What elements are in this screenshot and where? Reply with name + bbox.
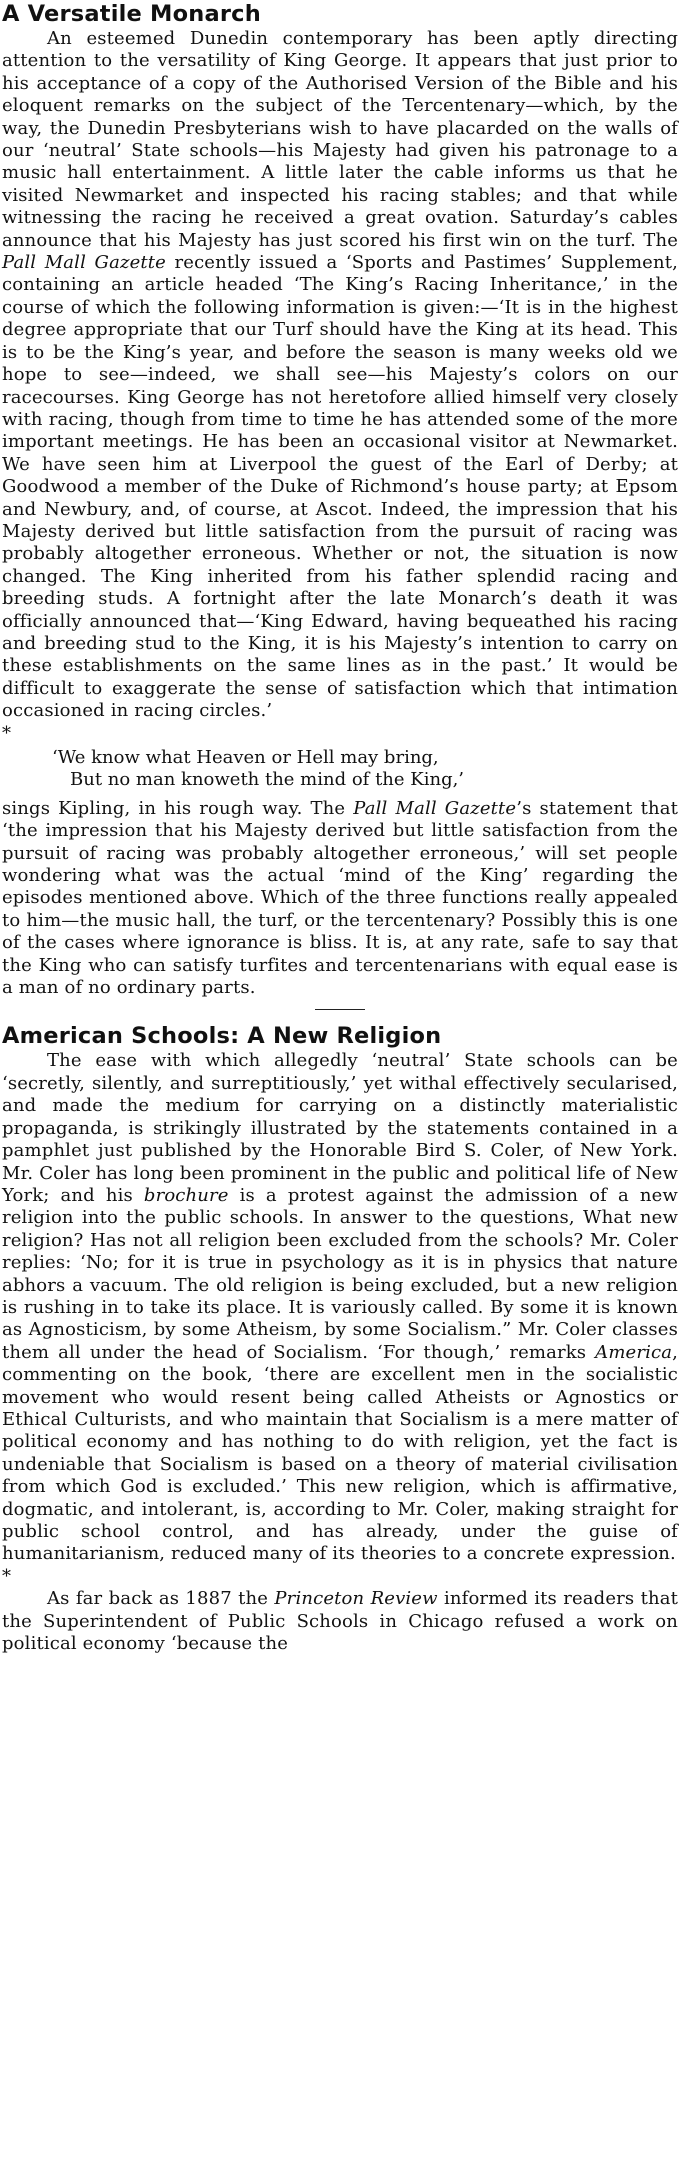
paragraph-text: ’s statement that ‘the impression that his Majesty derived but little satisfaction from the pursuit of racing was probably altogether erroneous,’ will set people wondering what was the actual ‘mind of the King’ regarding the episodes mentioned above. Which of the three functions really appealed to him—the music hall, the turf, or the tercentenary? Possibly this is one of the cases where ignorance is bliss. It is, at any rate, safe to say that the King who can satisfy turfites and tercentenarians with equal ease is a man of no ordinary parts. [2, 797, 678, 999]
publication-name: America [595, 1341, 673, 1363]
article-paragraph [2, 798, 678, 1000]
paragraph-text: The ease with which allegedly ‘neutral’ State schools can be ‘secretly, silently, and surreptitiously,’ yet withal effectively secularised, and made the medium for carrying on a distinctly materialistic propaganda, is strikingly illustrated by the statements contained in a pamphlet just published by the Honorable Bird S. Coler, of New York. Mr. Coler has long been prominent in the public and political life of New York; and his [2, 1050, 678, 1206]
section-break-star: * [2, 1565, 12, 1587]
article-american-schools [2, 1022, 678, 1655]
publication-name: Princeton Review [274, 1588, 438, 1610]
emphasized-word: brochure [143, 1184, 229, 1206]
article-paragraph [2, 28, 678, 723]
article-title: American Schools: A New Religion [2, 1023, 442, 1050]
section-break-star: * [2, 722, 12, 744]
article-paragraph [2, 1050, 678, 1565]
article-versatile-monarch [2, 0, 678, 999]
verse-line: ‘We know what Heaven or Hell may bring, [52, 747, 439, 768]
paragraph-text: An esteemed Dunedin contemporary has been aptly directing attention to the versatility of King George. It appears that just prior to his acceptance of a copy of the Authorised Version of the Bible and his eloquent remarks on the subject of the Tercentenary—which, by the way, the Dunedin Presbyterians wish to have placarded on the walls of our ‘neutral’ State schools—his Majesty had given his patronage to a music hall entertainment. A little later the cable informs us that he visited Newmarket and inspected his racing stables; and that while witnessing the racing he received a great ovation. Saturday’s cables announce that his Majesty has just scored his first win on the turf. The [2, 28, 678, 251]
verse-line: But no man knoweth the mind of the King,’ [70, 769, 465, 791]
paragraph-text: is a protest against the admission of a new religion into the public schools. In answer to the questions, What new religion? Has not all religion been excluded from the schools? Mr. Coler replies: ‘No; for it is true in psychology as it is in physics that nature abhors a vacuum. The old religion is being excluded, but a new religion is rushing in to take its place. It is variously called. By some it is known as Agnosticism, by some Atheism, by some Socialism.” Mr. Coler classes them all under the head of Socialism. ‘For though,’ remarks [2, 1184, 678, 1363]
publication-name: Pall Mall Gazette [2, 252, 166, 274]
paragraph-text: , commenting on the book, ‘there are excellent men in the socialistic movement who would resent being called Atheists or Agnostics or Ethical Culturists, and who maintain that Socialism is a mere matter of political economy and has nothing to do with religion, yet the fact is undeniable that Socialism is based on a theory of material civilisation from which God is excluded.’ This new religion, which is affirmative, dogmatic, and intolerant, is, according to Mr. Coler, making straight for public school control, and has already, under the guise of humanitarianism, reduced many of its theories to a concrete expression. [2, 1341, 678, 1565]
paragraph-text: recently issued a ‘Sports and Pastimes’ Supplement, containing an article headed ‘The King’s Racing Inheritance,’ in the course of which the following information is given:—‘It is in the highest degree appropriate that our Turf should have the King at its head. This is to be the King’s year, and before the season is many weeks old we hope to see—indeed, we shall see—his Majesty’s colors on our racecourses. King George has not heretofore allied himself very closely with racing, though from time to time he has attended some of the more important meetings. He has been an occasional visitor at Newmarket. We have seen him at Liverpool the guest of the Earl of Derby; at Goodwood a member of the Duke of Richmond’s house party; at Epsom and Newbury, and, of course, at Ascot. Indeed, the impression that his Majesty derived but little satisfaction from the pursuit of racing was probably altogether erroneous. Whether or not, the situation is now changed. The King inherited from his father splendid racing and breeding studs. A fortnight after the late Monarch’s death it was officially announced that—‘King Edward, having bequeathed his racing and breeding stud to the King, it is his Majesty’s intention to carry on these establishments on the same lines as in the past.’ It would be difficult to exaggerate the sense of satisfaction which that intimation occasioned in racing circles.’ [2, 252, 678, 722]
paragraph-text: As far back as 1887 the [47, 1588, 275, 1610]
article-divider [315, 1009, 365, 1010]
article-title: A Versatile Monarch [2, 1, 261, 27]
paragraph-text: sings Kipling, in his rough way. The [2, 797, 354, 819]
paragraph-text: informed its readers that the Superintendent of Public Schools in Chicago refused a work on political economy ‘because the [2, 1588, 678, 1655]
verse-quote [52, 747, 678, 792]
publication-name: Pall Mall Gazette [353, 797, 517, 819]
article-paragraph [2, 1588, 678, 1655]
